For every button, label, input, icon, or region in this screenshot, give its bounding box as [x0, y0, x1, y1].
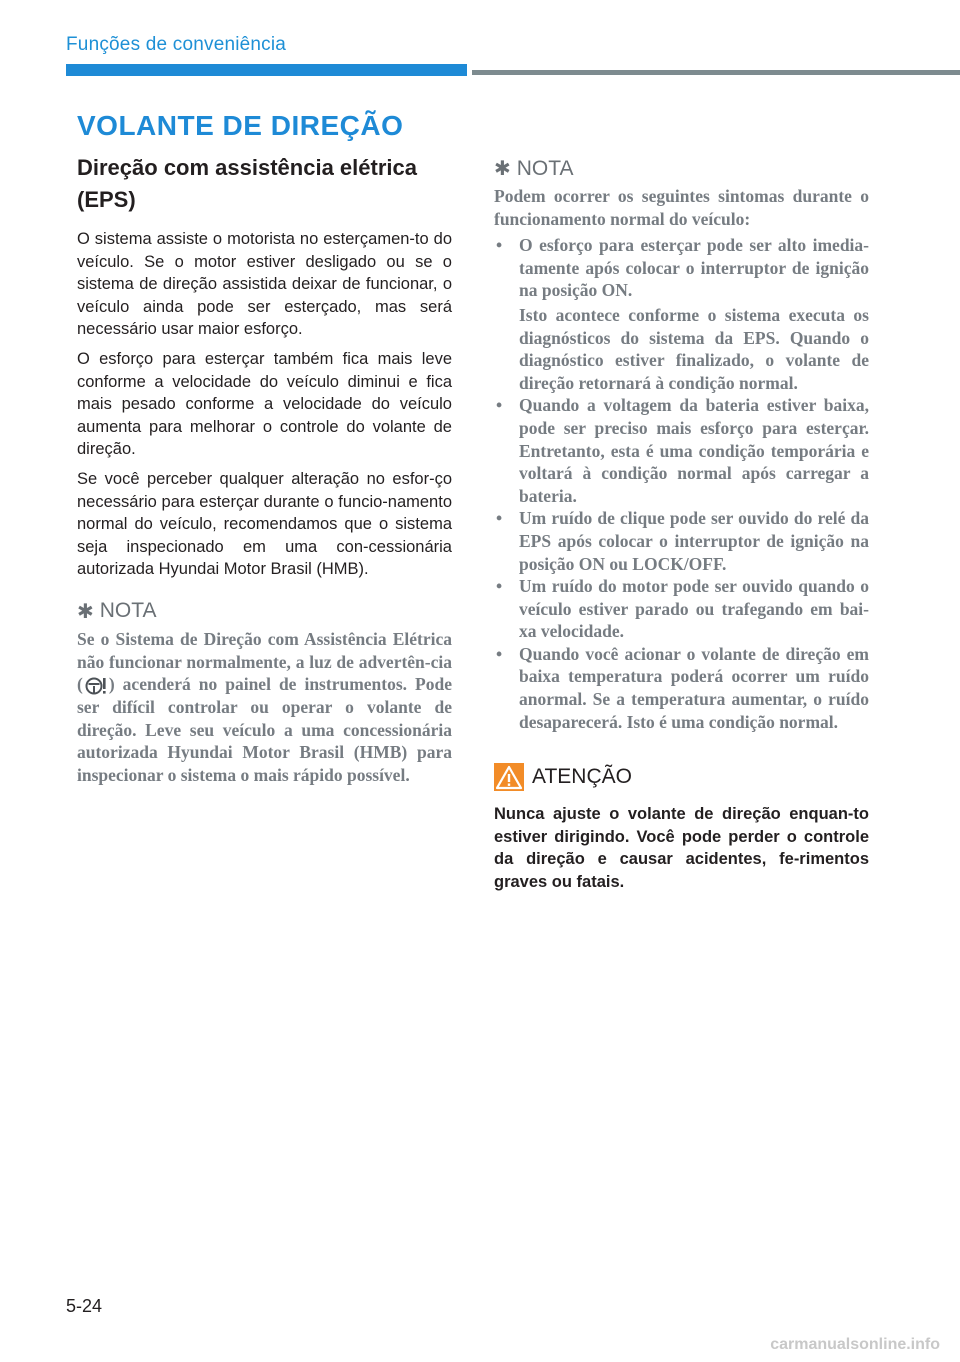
paragraph: O esforço para esterçar também fica mais leve conforme a velocidade do veículo diminui e fica mais pesado conforme a velocidade do veículo aumenta para melhorar o controle do volante de direção.: [77, 349, 452, 459]
nota-text-before: Se o Sistema de Direção com Assistência Elétrica não funcionar normalmente, a luz de advertên-cia (: [77, 628, 452, 695]
nota-title: NOTA: [516, 156, 574, 180]
nota-text: [77, 628, 452, 787]
bullet-text: Quando você acionar o volante de direção em baixa temperatura poderá ocorrer um ruído anormal. Se a temperatura aumentar, o ruído desaparecerá. Isto é uma condição normal.: [519, 643, 869, 732]
left-column: [77, 152, 452, 786]
header-rule-blue: [66, 64, 467, 76]
bullet-dot: •: [496, 643, 503, 664]
warning-triangle-icon: [494, 763, 524, 791]
atencao-title: ATENÇÃO: [532, 765, 632, 789]
nota-bullet-list: [494, 234, 869, 733]
list-item: [494, 394, 869, 507]
list-item: [494, 575, 869, 643]
nota-title: NOTA: [99, 599, 157, 623]
atencao-heading: [494, 763, 869, 791]
eps-warning-icon: [85, 676, 107, 696]
eps-heading: Direção com assistência elétrica (EPS): [77, 155, 417, 212]
bullet-text: Um ruído de clique pode ser ouvido do relé da EPS após colocar o interruptor de ignição na posição ON ou LOCK/OFF.: [519, 508, 869, 574]
bullet-text: O esforço para esterçar pode ser alto imedia-tamente após colocar o interruptor de ignição na posição ON.: [519, 235, 869, 301]
section-title: VOLANTE DE DIREÇÃO: [77, 110, 404, 141]
bullet-text: Quando a voltagem da bateria estiver baixa, pode ser preciso mais esforço para esterçar. Entretanto, esta é uma condição temporária e voltará à condição normal após carregar a bateria.: [519, 395, 869, 506]
header-rule-grey: [472, 70, 960, 75]
paragraph: Se você perceber qualquer alteração no esfor-ço necessário para esterçar durante o funcio-namento normal do veículo, recomendamos que o sistema seja inspecionado em uma con-cessionária autorizada Hyundai Motor Brasil (HMB).: [77, 469, 452, 579]
nota-star-icon: ✱: [77, 600, 94, 623]
list-item: [494, 234, 869, 394]
page-number: 5-24: [66, 1296, 103, 1316]
nota-heading: [494, 156, 869, 181]
nota-intro: Podem ocorrer os seguintes sintomas durante o funcionamento normal do veículo:: [494, 186, 869, 229]
bullet-dot: •: [496, 508, 503, 529]
bullet-dot: •: [496, 235, 503, 256]
paragraph: O sistema assiste o motorista no esterçamen-to do veículo. Se o motor estiver desligado ou se o sistema de direção assistida deixar de funcionar, o veículo ainda pode ser esterçado, mas será necessário usar maior esforço.: [77, 230, 452, 339]
bullet-dot: •: [496, 395, 503, 416]
list-item: [494, 643, 869, 733]
watermark: carmanualsonline.info: [770, 1336, 940, 1353]
bullet-dot: •: [496, 576, 503, 597]
bullet-text: Um ruído do motor pode ser ouvido quando o veículo estiver parado ou trafegando em bai-xa velocidade.: [519, 576, 869, 642]
atencao-text: Nunca ajuste o volante de direção enquan-to estiver dirigindo. Você pode perder o controle da direção e causar acidentes, fe-rimentos graves ou fatais.: [494, 805, 869, 892]
list-item: [494, 507, 869, 575]
nota-star-icon: ✱: [494, 158, 511, 180]
chapter-title: Funções de conveniência: [66, 34, 287, 55]
right-column: [494, 152, 869, 894]
nota-heading: [77, 599, 452, 624]
bullet-subtext: Isto acontece conforme o sistema executa os diagnósticos do sistema da EPS. Quando o diagnóstico estiver finalizado, o volante de direção retornará à condição normal.: [519, 304, 869, 393]
nota-text-after: ) acenderá no painel de instrumentos. Pode ser difícil controlar ou operar o volante de direção. Leve seu veículo a uma concessionária autorizada Hyundai Motor Brasil (HMB) para inspecionar o sistema o mais rápido possível.: [77, 674, 452, 785]
